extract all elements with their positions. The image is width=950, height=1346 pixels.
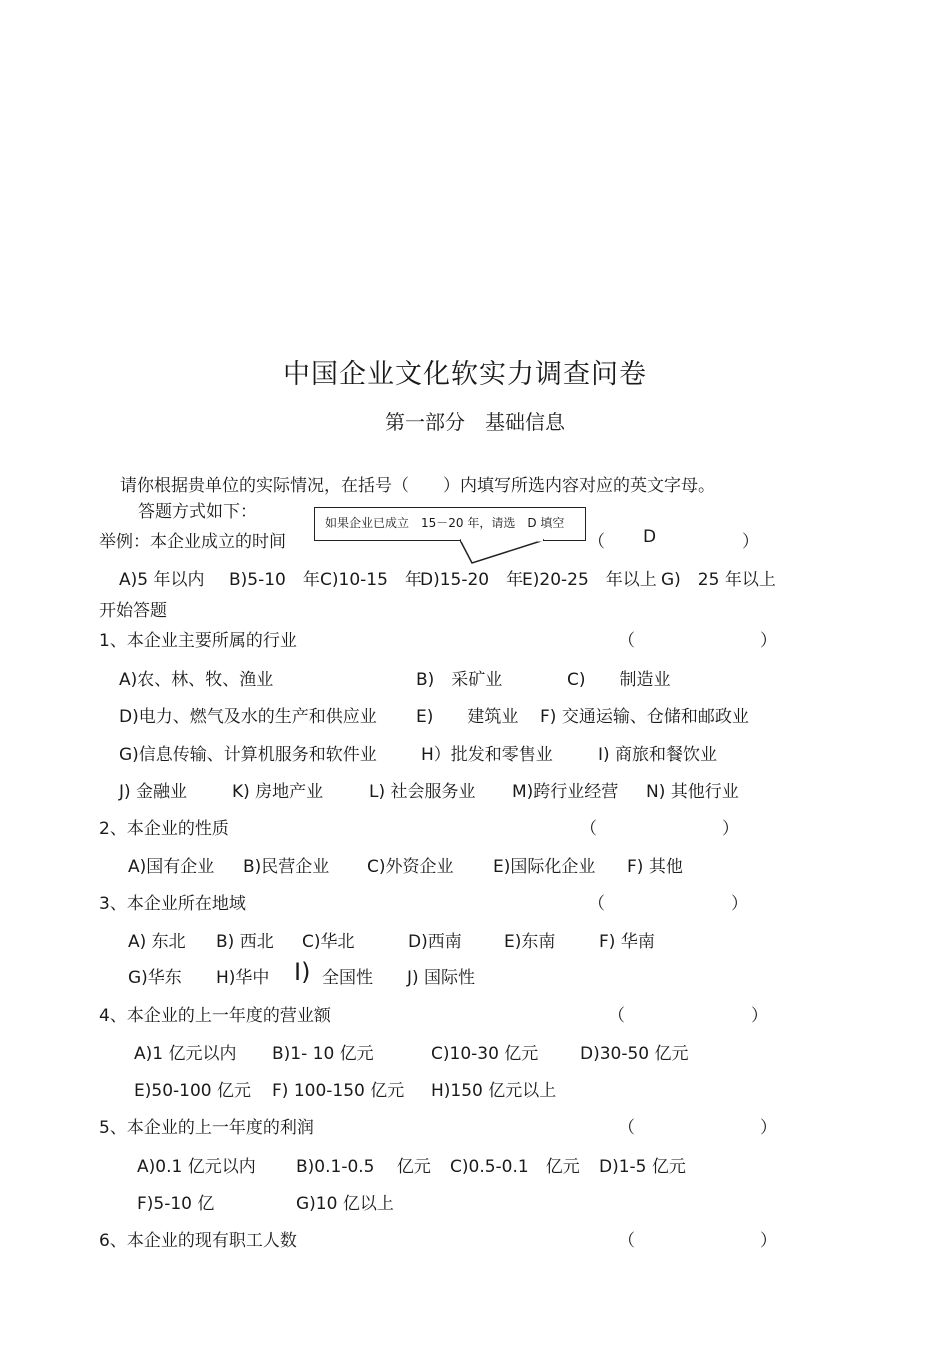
q3-option: H)华中 bbox=[216, 968, 270, 988]
q4-option: A)1 亿元以内 bbox=[134, 1044, 237, 1064]
q5-option: G)10 亿以上 bbox=[296, 1194, 394, 1214]
q3-option: D)西南 bbox=[408, 932, 462, 952]
q1-option: I) 商旅和餐饮业 bbox=[598, 745, 718, 765]
q3-option: 全国性 bbox=[322, 968, 373, 988]
q3-option: A) 东北 bbox=[128, 932, 186, 952]
answer-bracket-close: ） bbox=[760, 1231, 777, 1251]
example-option-e: E)20-25 年以上 bbox=[522, 570, 657, 590]
q3-option: G)华东 bbox=[128, 968, 182, 988]
q3-option: E)东南 bbox=[504, 932, 556, 952]
example-option-d: D)15-20 年 bbox=[420, 570, 524, 590]
example-option-g: G) 25 年以上 bbox=[661, 570, 776, 590]
q2-option: B)民营企业 bbox=[243, 857, 330, 877]
q3-option: C)华北 bbox=[302, 932, 355, 952]
q1-option: A)农、林、牧、渔业 bbox=[119, 670, 274, 690]
q1-option: B) 采矿业 bbox=[416, 670, 503, 690]
instruction-line-2: 答题方式如下： bbox=[138, 502, 257, 522]
q3-option: B) 西北 bbox=[216, 932, 274, 952]
answer-bracket-open: （ bbox=[618, 1231, 635, 1251]
example-bracket-open: （ bbox=[588, 532, 605, 552]
q3-option: J) 国际性 bbox=[407, 968, 476, 988]
q1-option: D)电力、燃气及水的生产和供应业 bbox=[119, 707, 377, 727]
answer-bracket-open: （ bbox=[618, 1118, 635, 1138]
q1-option: L) 社会服务业 bbox=[369, 782, 476, 802]
q2-option: F) 其他 bbox=[627, 857, 683, 877]
example-answer: D bbox=[643, 527, 657, 547]
answer-bracket-open: （ bbox=[580, 819, 597, 839]
answer-bracket-open: （ bbox=[588, 894, 605, 914]
q1-option: M)跨行业经营 bbox=[512, 782, 619, 802]
example-option-c: C)10-15 年 bbox=[320, 570, 422, 590]
q1-option: F) 交通运输、仓储和邮政业 bbox=[540, 707, 749, 727]
q1-option: E) 建筑业 bbox=[416, 707, 519, 727]
q1-option: J) 金融业 bbox=[119, 782, 188, 802]
callout-text: 如果企业已成立 15－20 年，请选 D 填空 bbox=[325, 516, 565, 530]
example-option-b: B)5-10 年 bbox=[229, 570, 320, 590]
q1-option: G)信息传输、计算机服务和软件业 bbox=[119, 745, 377, 765]
q2-option: E)国际化企业 bbox=[493, 857, 596, 877]
callout-tail-shape bbox=[460, 539, 550, 565]
q1-option: H）批发和零售业 bbox=[421, 745, 553, 765]
question-2: 2、本企业的性质 bbox=[99, 819, 229, 839]
q4-option: H)150 亿元以上 bbox=[431, 1081, 557, 1101]
q5-option: B)0.1-0.5 亿元 bbox=[296, 1157, 431, 1177]
answer-bracket-close: ） bbox=[751, 1006, 768, 1026]
answer-bracket-close: ） bbox=[731, 894, 748, 914]
answer-bracket-close: ） bbox=[760, 631, 777, 651]
q5-option: D)1-5 亿元 bbox=[599, 1157, 686, 1177]
start-label: 开始答题 bbox=[99, 601, 167, 621]
q4-option: F) 100-150 亿元 bbox=[272, 1081, 405, 1101]
q2-option: A)国有企业 bbox=[128, 857, 215, 877]
answer-bracket-open: （ bbox=[608, 1006, 625, 1026]
answer-bracket-open: （ bbox=[618, 631, 635, 651]
instruction-line-1: 请你根据贵单位的实际情况，在括号（ ）内填写所选内容对应的英文字母。 bbox=[120, 476, 715, 496]
example-bracket-close: ） bbox=[742, 532, 759, 552]
page-title: 中国企业文化软实力调查问卷 bbox=[283, 359, 647, 390]
q4-option: C)10-30 亿元 bbox=[431, 1044, 539, 1064]
question-5: 5、本企业的上一年度的利润 bbox=[99, 1118, 314, 1138]
q1-option: C) 制造业 bbox=[567, 670, 671, 690]
q3-option: F) 华南 bbox=[599, 932, 655, 952]
section-heading: 第一部分 基础信息 bbox=[385, 410, 565, 434]
question-1: 1、本企业主要所属的行业 bbox=[99, 631, 297, 651]
example-label: 举例：本企业成立的时间 bbox=[99, 532, 286, 552]
question-6: 6、本企业的现有职工人数 bbox=[99, 1231, 297, 1251]
answer-bracket-close: ） bbox=[722, 819, 739, 839]
answer-bracket-close: ） bbox=[760, 1118, 777, 1138]
question-4: 4、本企业的上一年度的营业额 bbox=[99, 1006, 331, 1026]
q4-option: D)30-50 亿元 bbox=[580, 1044, 689, 1064]
q2-option: C)外资企业 bbox=[367, 857, 454, 877]
q1-option: N) 其他行业 bbox=[646, 782, 739, 802]
example-callout bbox=[314, 507, 586, 541]
q5-option: A)0.1 亿元以内 bbox=[137, 1157, 256, 1177]
q1-option: K) 房地产业 bbox=[232, 782, 324, 802]
q3-option-letter: I) bbox=[294, 958, 311, 986]
example-option-a: A)5 年以内 bbox=[119, 570, 205, 590]
q4-option: B)1- 10 亿元 bbox=[272, 1044, 374, 1064]
question-3: 3、本企业所在地域 bbox=[99, 894, 246, 914]
q5-option: C)0.5-0.1 亿元 bbox=[450, 1157, 580, 1177]
q5-option: F)5-10 亿 bbox=[137, 1194, 215, 1214]
q4-option: E)50-100 亿元 bbox=[134, 1081, 251, 1101]
